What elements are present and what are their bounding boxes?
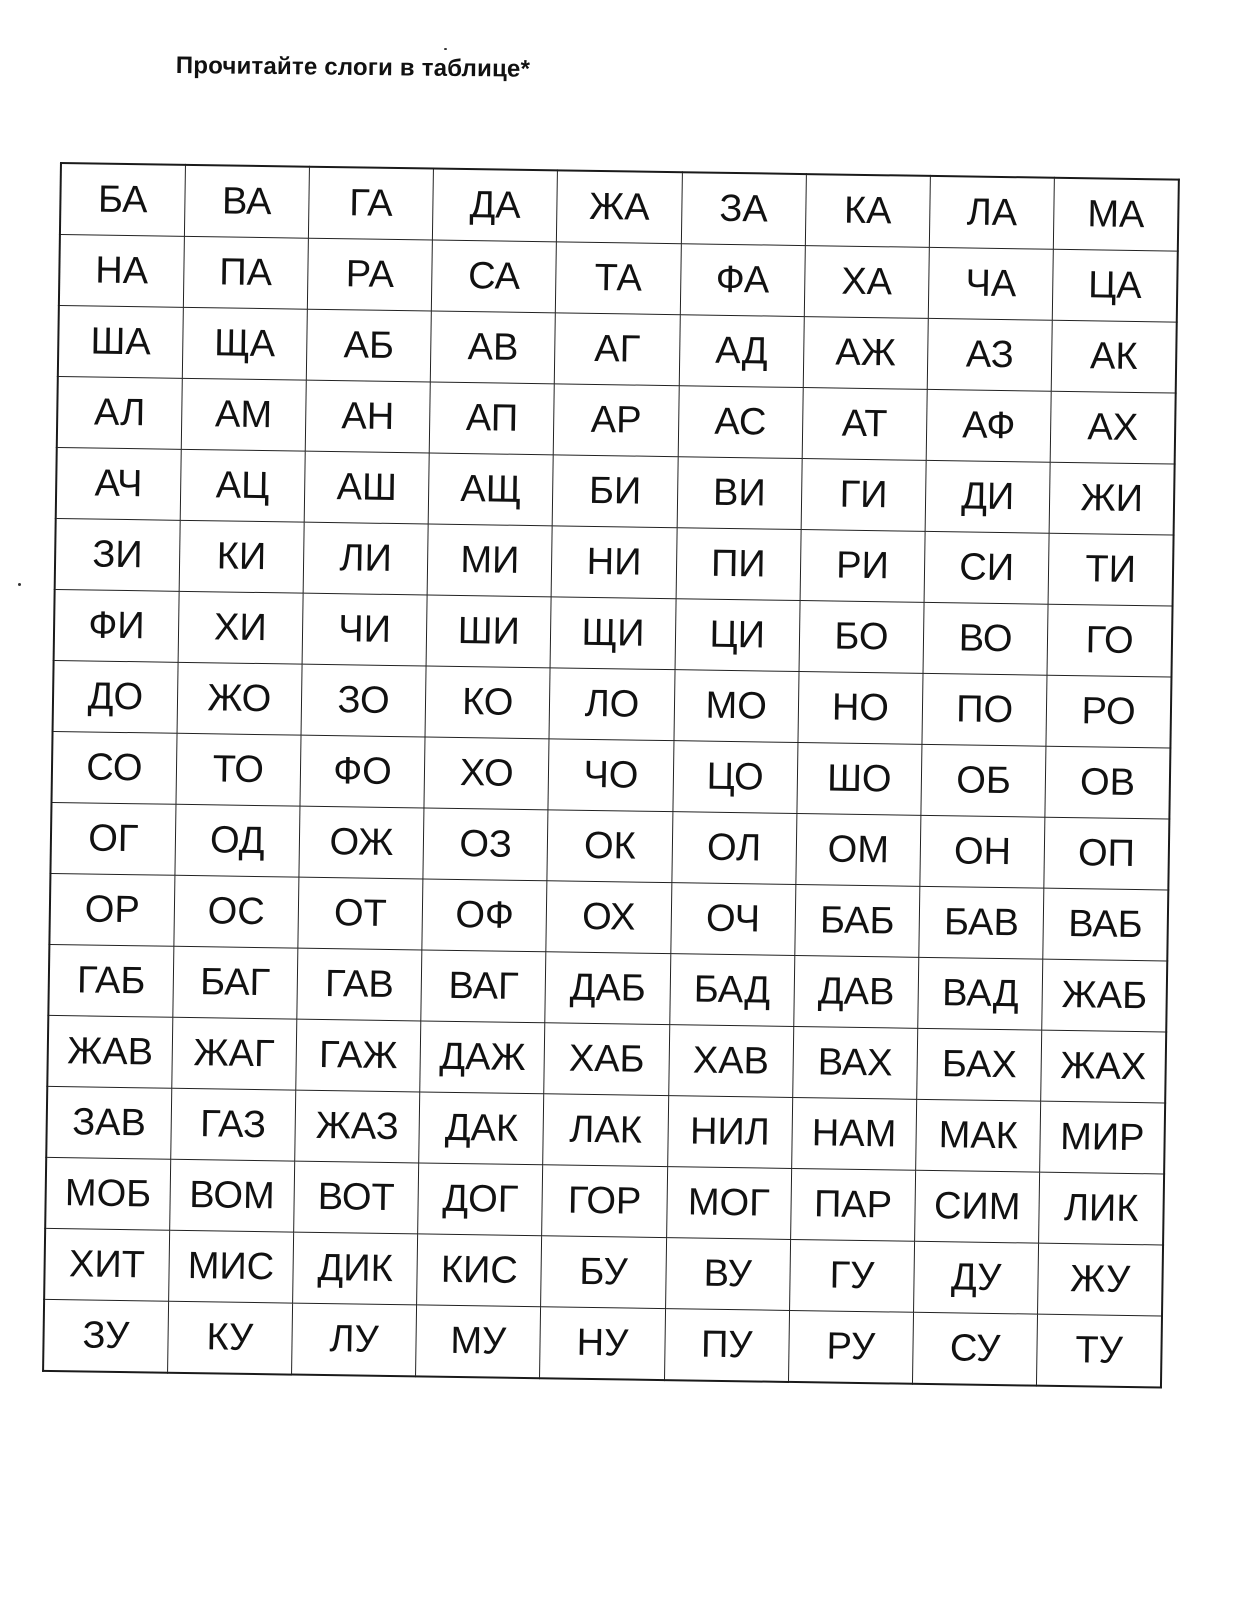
syllable-cell: НИЛ bbox=[667, 1096, 792, 1169]
syllable-cell: ВАГ bbox=[421, 950, 546, 1023]
syllable-cell: ДАБ bbox=[545, 952, 670, 1025]
syllable-cell: ГО bbox=[1047, 604, 1172, 677]
syllable-cell: ЗА bbox=[681, 172, 806, 245]
syllable-cell: ОГ bbox=[50, 802, 175, 875]
syllable-cell: КА bbox=[805, 174, 930, 247]
syllable-cell: БУ bbox=[541, 1236, 666, 1309]
syllable-cell: ФО bbox=[300, 735, 425, 808]
syllable-cell: ГОР bbox=[542, 1165, 667, 1238]
syllable-cell: НУ bbox=[540, 1307, 665, 1380]
syllable-cell: ХО bbox=[424, 737, 549, 810]
syllable-cell: ОС bbox=[174, 875, 299, 948]
syllable-cell: ГА bbox=[308, 167, 433, 240]
syllable-cell: АЩ bbox=[428, 453, 553, 526]
syllable-cell: ЩА bbox=[182, 307, 307, 380]
syllable-cell: ОМ bbox=[796, 814, 921, 887]
syllable-cell: РИ bbox=[800, 530, 925, 603]
syllable-cell: ЖАБ bbox=[1042, 959, 1167, 1032]
syllable-cell: ПУ bbox=[664, 1309, 789, 1382]
syllable-cell: МУ bbox=[416, 1305, 541, 1378]
syllable-cell: АМ bbox=[181, 378, 306, 451]
syllable-cell: ШИ bbox=[426, 595, 551, 668]
syllable-cell: ЖИ bbox=[1049, 462, 1174, 535]
syllable-cell: БАВ bbox=[919, 886, 1044, 959]
syllable-cell: ЦИ bbox=[675, 599, 800, 672]
syllable-table bbox=[42, 162, 1180, 1388]
syllable-cell: ЧО bbox=[548, 739, 673, 812]
syllable-cell: ЦО bbox=[673, 741, 798, 814]
syllable-cell: ГАБ bbox=[48, 944, 173, 1017]
syllable-cell: МАК bbox=[916, 1099, 1041, 1172]
syllable-cell: АЧ bbox=[56, 447, 181, 520]
syllable-cell: ХИТ bbox=[44, 1228, 169, 1301]
syllable-cell: ОР bbox=[49, 873, 174, 946]
syllable-cell: ВУ bbox=[665, 1238, 790, 1311]
syllable-cell: ОЖ bbox=[299, 806, 424, 879]
syllable-cell: ОХ bbox=[546, 881, 671, 954]
syllable-cell: ЩИ bbox=[550, 597, 675, 670]
syllable-cell: ША bbox=[58, 305, 183, 378]
syllable-cell: АВ bbox=[430, 311, 555, 384]
syllable-cell: СУ bbox=[913, 1312, 1038, 1385]
syllable-cell: АФ bbox=[926, 389, 1051, 462]
syllable-cell: АС bbox=[678, 386, 803, 459]
syllable-cell: КО bbox=[425, 666, 550, 739]
syllable-cell: ТИ bbox=[1048, 533, 1173, 606]
syllable-cell: БА bbox=[60, 163, 185, 236]
syllable-cell: ВОТ bbox=[294, 1161, 419, 1234]
syllable-cell: БАБ bbox=[795, 884, 920, 957]
syllable-cell: АБ bbox=[306, 309, 431, 382]
syllable-cell: ЖАХ bbox=[1041, 1030, 1166, 1103]
syllable-cell: ОБ bbox=[921, 744, 1046, 817]
syllable-cell: АН bbox=[305, 380, 430, 453]
syllable-cell: ЗИ bbox=[55, 518, 180, 591]
syllable-cell: ХАВ bbox=[668, 1025, 793, 1098]
syllable-cell: БО bbox=[799, 601, 924, 674]
syllable-cell: НО bbox=[798, 672, 923, 745]
syllable-cell: ЛИ bbox=[303, 522, 428, 595]
syllable-cell: БАГ bbox=[173, 946, 298, 1019]
syllable-cell: ДАВ bbox=[794, 955, 919, 1028]
syllable-cell: ГАВ bbox=[297, 948, 422, 1021]
syllable-cell: ЖА bbox=[557, 170, 682, 243]
syllable-cell: ЛАК bbox=[543, 1094, 668, 1167]
syllable-cell: ДО bbox=[53, 660, 178, 733]
syllable-cell: АП bbox=[429, 382, 554, 455]
syllable-cell: РО bbox=[1046, 675, 1171, 748]
syllable-cell: ЦА bbox=[1053, 249, 1178, 322]
syllable-table-container bbox=[42, 162, 1180, 1378]
syllable-cell: ПАР bbox=[790, 1168, 915, 1241]
syllable-cell: АЛ bbox=[57, 376, 182, 449]
syllable-cell: ГАЖ bbox=[296, 1019, 421, 1092]
syllable-cell: ЛИК bbox=[1039, 1172, 1164, 1245]
syllable-cell: КИС bbox=[417, 1234, 542, 1307]
syllable-cell: ЧИ bbox=[302, 593, 427, 666]
syllable-cell: ДУ bbox=[914, 1241, 1039, 1314]
scan-dust-mark bbox=[444, 48, 447, 50]
syllable-cell: АГ bbox=[555, 313, 680, 386]
syllable-cell: ВАХ bbox=[793, 1026, 918, 1099]
syllable-cell: ВОМ bbox=[169, 1159, 294, 1232]
syllable-cell: РА bbox=[307, 238, 432, 311]
syllable-cell: ДИ bbox=[925, 460, 1050, 533]
syllable-cell: ЛУ bbox=[291, 1303, 416, 1376]
syllable-cell: МОГ bbox=[666, 1167, 791, 1240]
syllable-cell: МОБ bbox=[45, 1157, 170, 1230]
syllable-cell: АК bbox=[1051, 320, 1176, 393]
syllable-cell: ЖАГ bbox=[171, 1017, 296, 1090]
syllable-cell: ЛО bbox=[549, 668, 674, 741]
syllable-cell: ЖАВ bbox=[47, 1015, 172, 1088]
syllable-cell: ЗО bbox=[301, 664, 426, 737]
syllable-cell: РУ bbox=[788, 1310, 913, 1383]
syllable-cell: МИ bbox=[427, 524, 552, 597]
syllable-cell: АЗ bbox=[927, 318, 1052, 391]
syllable-cell: ОП bbox=[1044, 817, 1169, 890]
syllable-cell: МО bbox=[674, 670, 799, 743]
syllable-cell: СИ bbox=[924, 531, 1049, 604]
syllable-cell: ВО bbox=[923, 602, 1048, 675]
syllable-cell: ДОГ bbox=[418, 1163, 543, 1236]
syllable-cell: ОВ bbox=[1045, 746, 1170, 819]
syllable-cell: АД bbox=[679, 315, 804, 388]
syllable-cell: ШО bbox=[797, 743, 922, 816]
syllable-cell: МА bbox=[1054, 178, 1179, 251]
syllable-cell: МИС bbox=[168, 1230, 293, 1303]
syllable-cell: ВАБ bbox=[1043, 888, 1168, 961]
syllable-cell: ДАЖ bbox=[420, 1021, 545, 1094]
syllable-cell: АЦ bbox=[180, 449, 305, 522]
page-title: Прочитайте слоги в таблице* bbox=[175, 52, 531, 83]
syllable-cell: ТО bbox=[176, 733, 301, 806]
syllable-cell: ОД bbox=[175, 804, 300, 877]
syllable-cell: НАМ bbox=[791, 1097, 916, 1170]
syllable-cell: ДА bbox=[433, 169, 558, 242]
syllable-cell: ЗУ bbox=[43, 1299, 168, 1372]
syllable-cell: ВИ bbox=[677, 457, 802, 530]
syllable-cell: ВАД bbox=[918, 957, 1043, 1030]
syllable-cell: АТ bbox=[802, 388, 927, 461]
syllable-cell: СО bbox=[51, 731, 176, 804]
syllable-cell: ЗАВ bbox=[46, 1086, 171, 1159]
syllable-cell: ВА bbox=[184, 165, 309, 238]
syllable-cell: ОЛ bbox=[671, 812, 796, 885]
syllable-cell: ТУ bbox=[1037, 1314, 1162, 1387]
syllable-cell: СА bbox=[431, 240, 556, 313]
syllable-cell: БАД bbox=[669, 954, 794, 1027]
syllable-cell: ОЧ bbox=[670, 883, 795, 956]
syllable-cell: КУ bbox=[167, 1301, 292, 1374]
table-row bbox=[43, 1299, 1162, 1387]
syllable-cell: ОФ bbox=[422, 879, 547, 952]
syllable-cell: АХ bbox=[1050, 391, 1175, 464]
syllable-cell: ОК bbox=[547, 810, 672, 883]
syllable-cell: КИ bbox=[179, 520, 304, 593]
syllable-cell: ГУ bbox=[789, 1239, 914, 1312]
syllable-cell: НИ bbox=[551, 526, 676, 599]
syllable-cell: ГАЗ bbox=[170, 1088, 295, 1161]
syllable-cell: АЖ bbox=[803, 317, 928, 390]
syllable-cell: ПА bbox=[183, 236, 308, 309]
syllable-cell: ЧА bbox=[928, 247, 1053, 320]
syllable-cell: ДИК bbox=[293, 1232, 418, 1305]
syllable-cell: ДАК bbox=[419, 1092, 544, 1165]
syllable-cell: ЛА bbox=[929, 176, 1054, 249]
syllable-cell: ФА bbox=[680, 244, 805, 317]
syllable-cell: МИР bbox=[1040, 1101, 1165, 1174]
syllable-cell: ФИ bbox=[54, 589, 179, 662]
syllable-cell: ОН bbox=[920, 815, 1045, 888]
syllable-cell: НА bbox=[59, 235, 184, 308]
syllable-cell: ЖАЗ bbox=[295, 1090, 420, 1163]
syllable-cell: АР bbox=[554, 384, 679, 457]
syllable-cell: ТА bbox=[556, 242, 681, 315]
syllable-cell: ХАБ bbox=[544, 1023, 669, 1096]
syllable-cell: ЖУ bbox=[1038, 1243, 1163, 1316]
syllable-cell: СИМ bbox=[915, 1170, 1040, 1243]
syllable-cell: ПИ bbox=[676, 528, 801, 601]
syllable-cell: БАХ bbox=[917, 1028, 1042, 1101]
syllable-cell: ОЗ bbox=[423, 808, 548, 881]
syllable-cell: ОТ bbox=[298, 877, 423, 950]
syllable-cell: БИ bbox=[553, 455, 678, 528]
syllable-cell: ЖО bbox=[177, 662, 302, 735]
syllable-cell: ГИ bbox=[801, 459, 926, 532]
syllable-cell: ХА bbox=[804, 246, 929, 319]
syllable-cell: ПО bbox=[922, 673, 1047, 746]
scan-dust-mark bbox=[18, 583, 21, 586]
syllable-cell: ХИ bbox=[178, 591, 303, 664]
syllable-cell: АШ bbox=[304, 451, 429, 524]
